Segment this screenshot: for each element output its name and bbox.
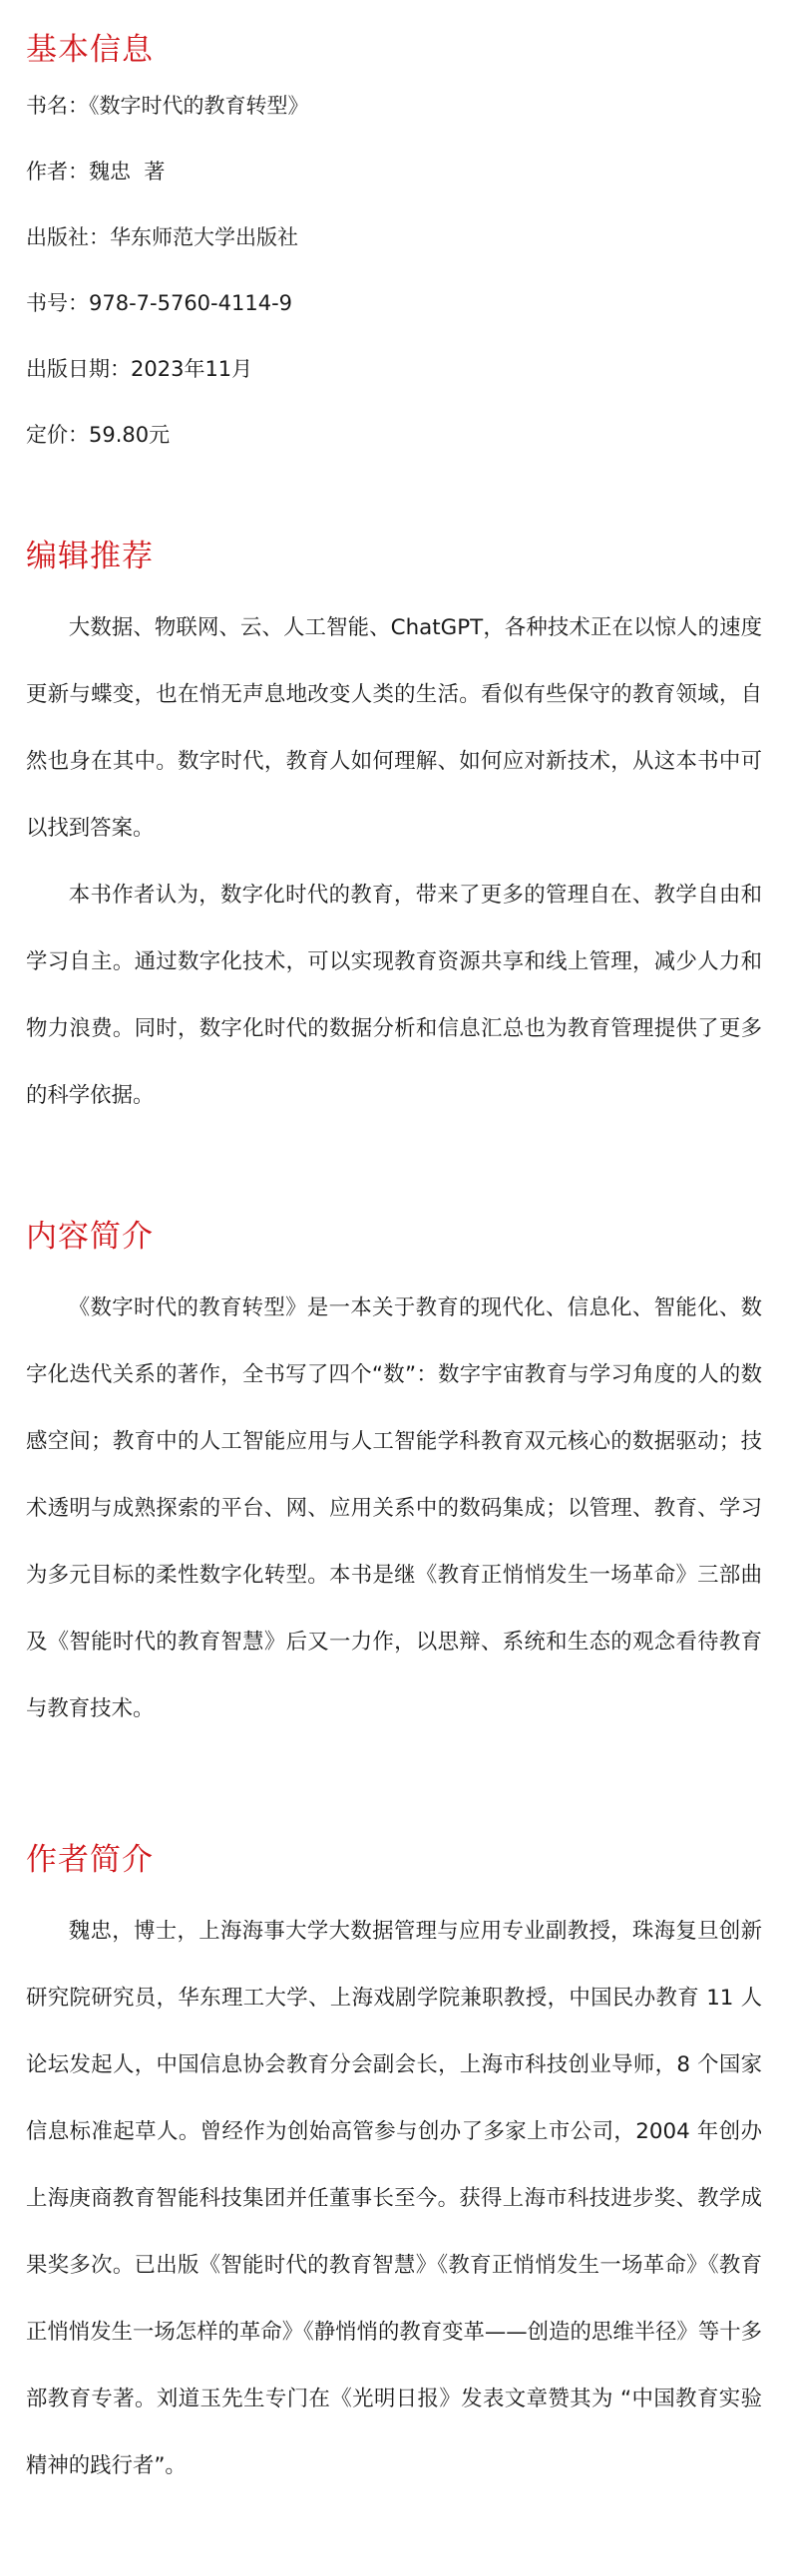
- editor-recommendation-heading: 编辑推荐: [26, 539, 154, 574]
- publish-date-row: 出版日期：2023年11月: [26, 357, 253, 381]
- content-intro-body: [26, 1275, 762, 1742]
- price-row: 定价：59.80元: [26, 423, 171, 447]
- isbn-row: 书号：978-7-5760-4114-9: [26, 291, 293, 315]
- basic-info-heading: 基本信息: [26, 32, 154, 68]
- basic-info-section: [26, 28, 762, 449]
- publisher-row: 出版社：华东师范大学出版社: [26, 225, 298, 249]
- author-intro-section: [26, 1838, 762, 2499]
- basic-info-list: [26, 92, 762, 449]
- author-intro-body: [26, 1898, 762, 2499]
- author-intro-paragraph: 魏忠，博士，上海海事大学大数据管理与应用专业副教授，珠海复旦创新研究院研究员，华东理工大学、上海戏剧学院兼职教授，中国民办教育 11 人论坛发起人，中国信息协会教育分会副会长，上海市科技创业导师，8 个国家信息标准起草人。曾经作为创始高管参与创办了多家上市公司，2004 年创办上海庚商教育智能科技集团并任董事长至今。获得上海市科技进步奖、教学成果奖多次。已出版《智能时代的教育智慧》《教育正悄悄发生一场革命》《教育正悄悄发生一场怎样的革命》《静悄悄的教育变革——创造的思维半径》等十多部教育专著。刘道玉先生专门在《光明日报》发表文章赞其为 “中国教育实验精神的践行者”。: [26, 1919, 762, 2478]
- book-title-row: 书名：《数字时代的教育转型》: [26, 94, 309, 118]
- content-intro-section: [26, 1215, 762, 1742]
- editor-recommendation-paragraph-1: 大数据、物联网、云、人工智能、ChatGPT，各种技术正在以惊人的速度更新与蝶变，也在悄无声息地改变人类的生活。看似有些保守的教育领域，自然也身在其中。数字时代，教育人如何理解、如何应对新技术，从这本书中可以找到答案。: [26, 615, 762, 841]
- content-intro-heading: 内容简介: [26, 1219, 154, 1255]
- author-intro-heading: 作者简介: [26, 1842, 154, 1878]
- content-intro-paragraph: 《数字时代的教育转型》是一本关于教育的现代化、信息化、智能化、数字化迭代关系的著作，全书写了四个“数”：数字宇宙教育与学习角度的人的数感空间；教育中的人工智能应用与人工智能学科教育双元核心的数据驱动；技术透明与成熟探索的平台、网、应用关系中的数码集成；以管理、教育、学习为多元目标的柔性数字化转型。本书是继《教育正悄悄发生一场革命》三部曲及《智能时代的教育智慧》后又一力作，以思辩、系统和生态的观念看待教育与教育技术。: [26, 1295, 762, 1721]
- editor-recommendation-body: [26, 594, 762, 1129]
- editor-recommendation-section: [26, 535, 762, 1129]
- editor-recommendation-paragraph-2: 本书作者认为，数字化时代的教育，带来了更多的管理自在、教学自由和学习自主。通过数字化技术，可以实现教育资源共享和线上管理，减少人力和物力浪费。同时，数字化时代的数据分析和信息汇总也为教育管理提供了更多的科学依据。: [26, 883, 762, 1108]
- author-row: 作者：魏忠 著: [26, 160, 166, 184]
